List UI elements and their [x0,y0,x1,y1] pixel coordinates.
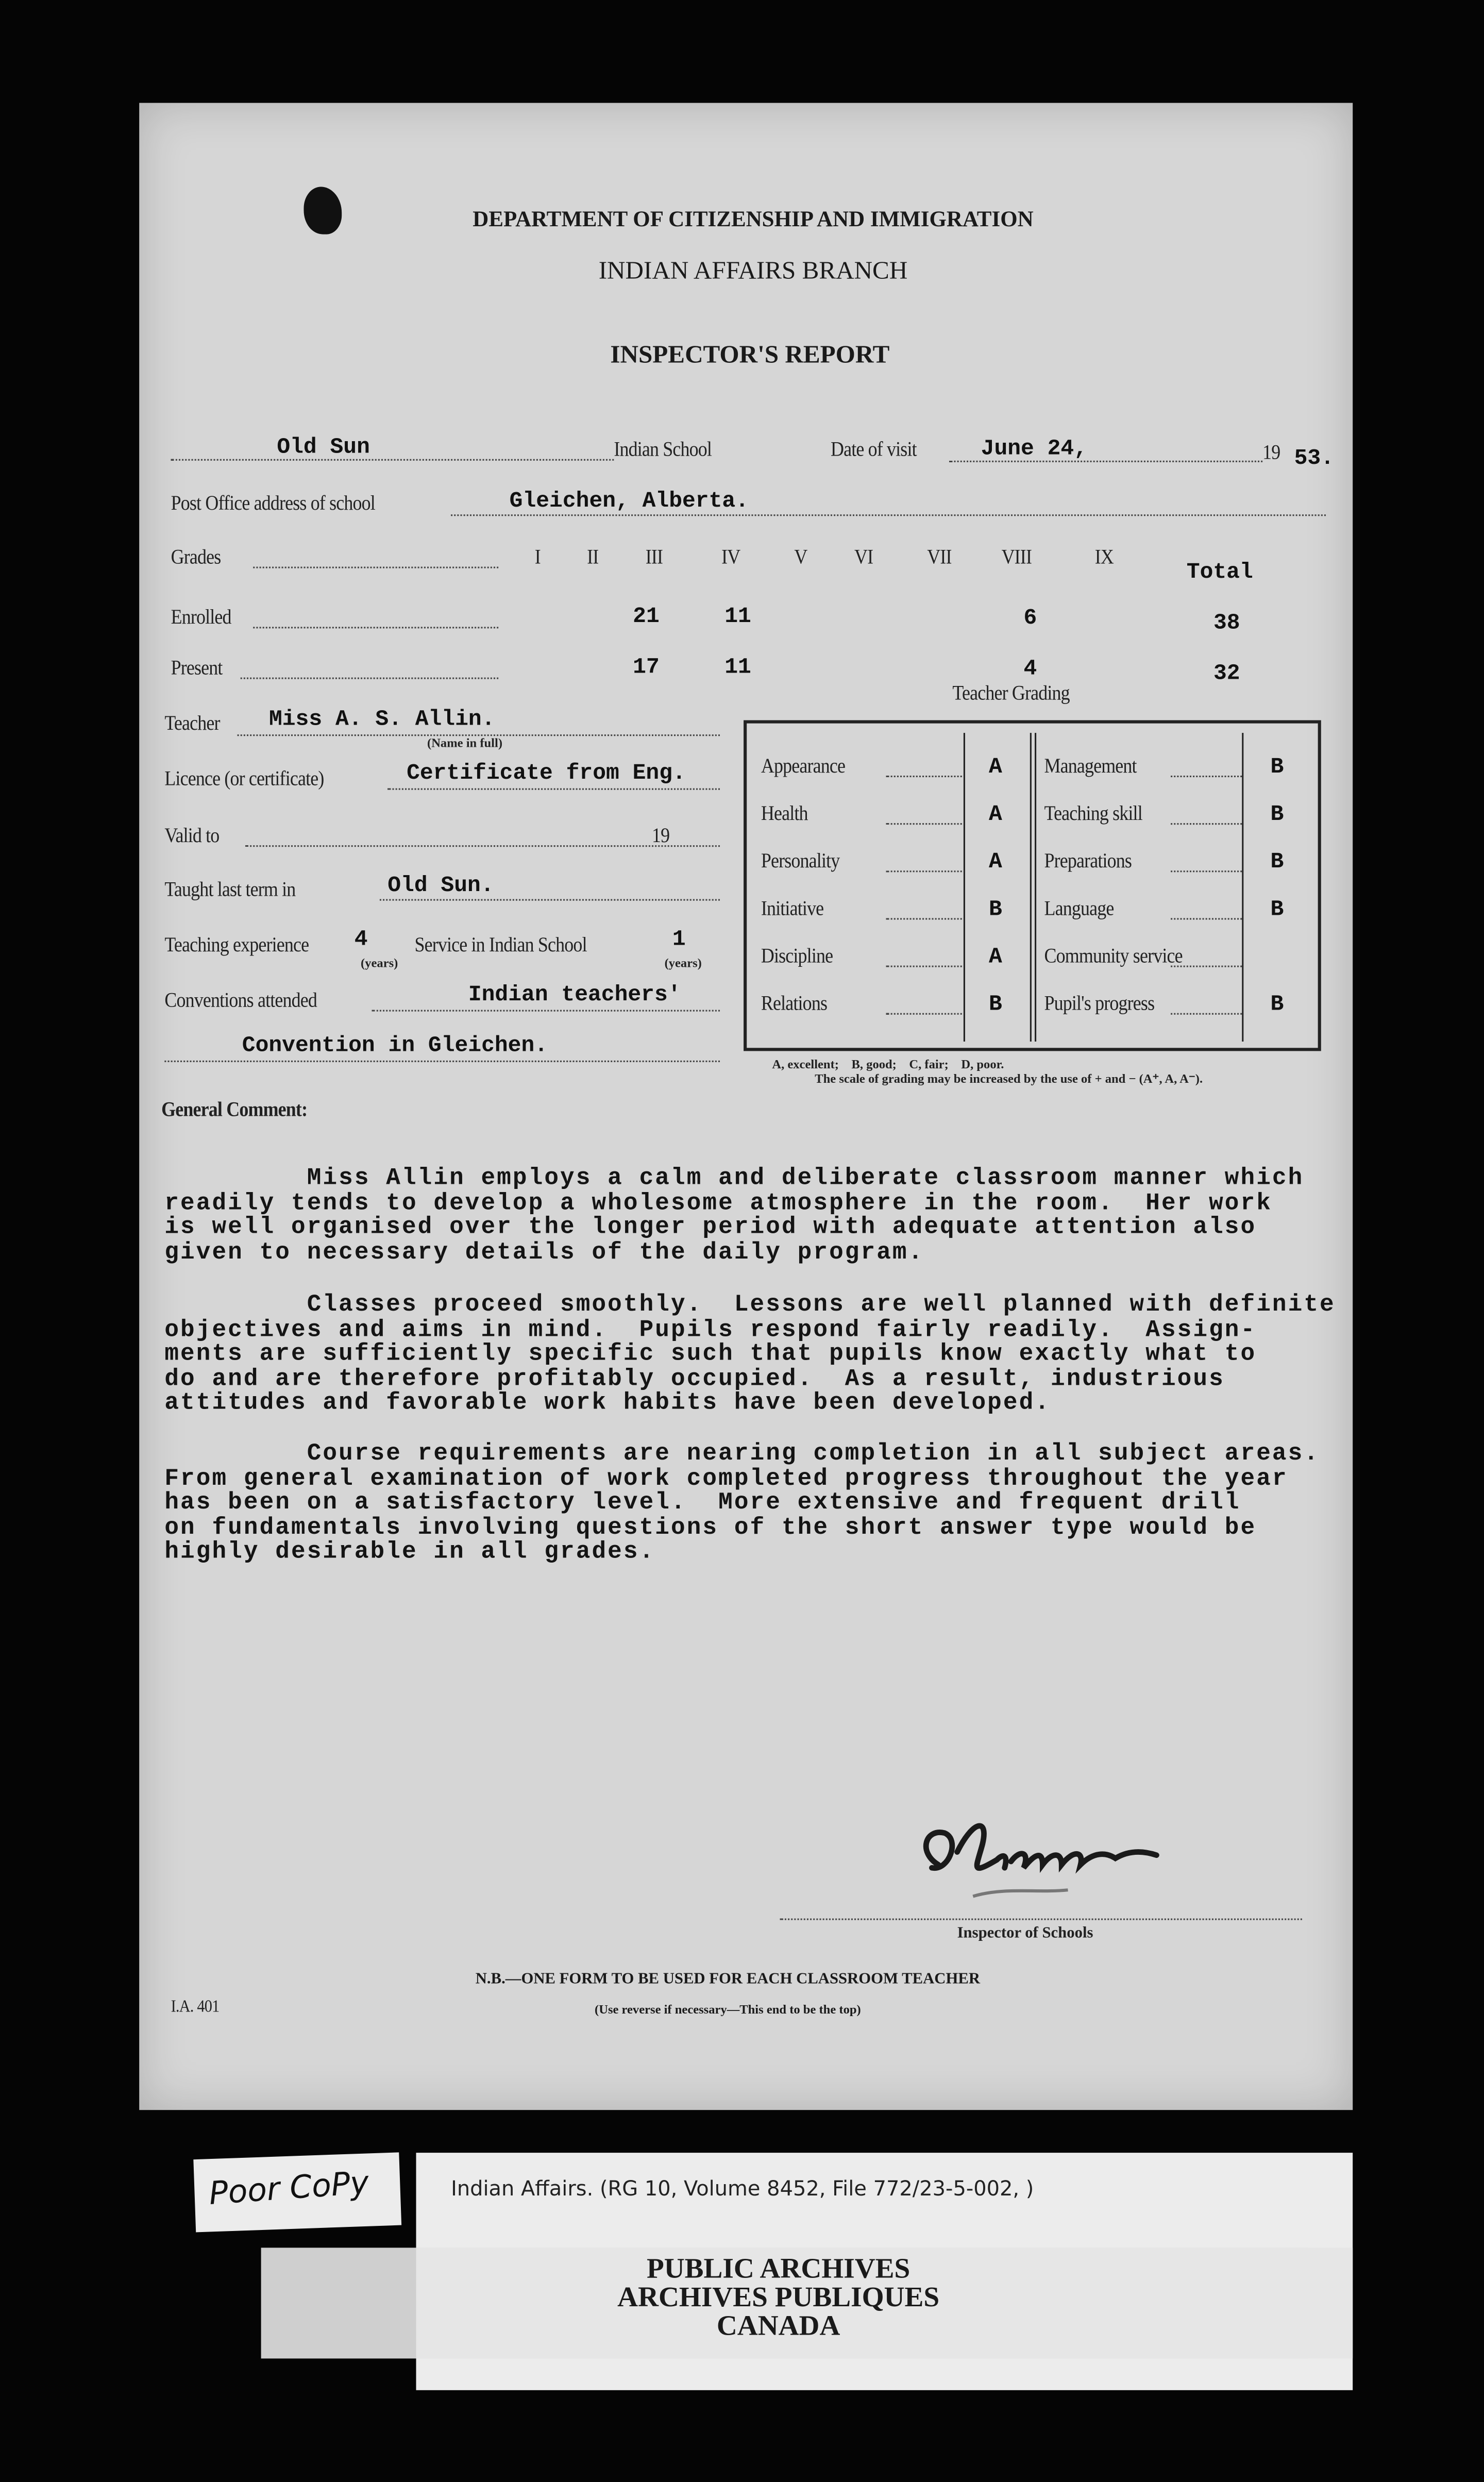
dotted-line [387,789,720,790]
service-years-note: (years) [664,956,702,970]
dotted-line [886,966,962,967]
grading-value-pupil-s-progress: B [1270,992,1284,1018]
teacher-name-value: Miss A. S. Allin. [268,707,495,733]
dotted-line [380,899,720,901]
grading-value-health: A [989,802,1002,828]
teaching-experience-label: Teaching experience [164,932,309,957]
grading-label-language: Language [1044,896,1114,920]
taught-last-term-value: Old Sun. [387,874,494,899]
grading-scale-note: The scale of grading may be increased by the use of + and − (A⁺, A, A⁻). [815,1071,1203,1086]
archive-reference: Indian Affairs. (RG 10, Volume 8452, File 772/23-5-002, ) [451,2178,1034,2202]
grading-legend: A, excellent; B, good; C, fair; D, poor. [772,1057,1004,1072]
grading-label-preparations: Preparations [1044,848,1132,873]
grading-label-community-service: Community service [1044,943,1183,967]
grading-label-management: Management [1044,753,1137,778]
comment-paragraph-3: Course requirements are nearing completion in all subject areas. From general examination of work completed progress throughout the year has been on a satisfactory level. More extensive and frequent drill on fundamentals involving questions of the short answer type would be highly desirable in all grades. [164,1440,1320,1566]
inspector-signature [909,1804,1178,1915]
grading-value-relations: B [989,992,1002,1018]
dotted-line [886,823,962,825]
grades-label: Grades [171,544,221,568]
dotted-line [1171,1013,1242,1015]
dotted-line [1171,966,1242,967]
grade-header-viii: VIII [1001,544,1032,568]
comment-paragraph-1: Miss Allin employs a calm and deliberate classroom manner which readily tends to develop a wholesome atmosphere in the room. Her work is well organised over the longer period with adequate attention also given to necessary details of the daily program. [164,1165,1304,1266]
grading-value-management: B [1270,755,1284,781]
total-header: Total [1186,560,1253,586]
teacher-grading-title: Teacher Grading [952,680,1070,705]
dotted-line [886,776,962,777]
present-grade-iv: 11 [724,655,751,681]
grading-label-initiative: Initiative [761,896,824,920]
grading-label-pupil-s-progress: Pupil's progress [1044,991,1155,1015]
grade-header-ii: II [587,544,599,568]
present-label: Present [171,655,223,679]
dotted-line [451,514,1326,516]
enrolled-total: 38 [1213,611,1240,636]
general-comment-label: General Comment: [161,1097,308,1121]
grading-divider [1030,733,1032,1042]
date-of-visit-label: Date of visit [830,437,917,461]
present-grade-viii: 4 [1023,657,1037,682]
grade-header-iv: IV [721,544,740,568]
enrolled-grade-iv: 11 [724,605,751,630]
poor-copy-text: Poor CoPy [208,2163,370,2212]
service-indian-school-label: Service in Indian School [414,932,587,957]
conventions-value-line1: Indian teachers' [468,983,681,1009]
date-of-visit-value: June 24, [981,437,1088,462]
comment-paragraph-2: Classes proceed smoothly. Lessons are well planned with definite objectives and aims in mind. Pupils respond fairly readily. Assign- ments are sufficiently specific such that pupils know exactly what to do and are therefore profitably occupied. As a result, industrious attitudes and favorable work habits have been developed. [164,1292,1336,1417]
present-grade-iii: 17 [633,655,660,681]
conventions-value-line2: Convention in Gleichen. [242,1033,548,1059]
grade-header-iii: III [645,544,663,568]
post-office-label: Post Office address of school [171,491,375,515]
stamp-line-2: ARCHIVES PUBLIQUES [617,2280,940,2313]
grading-divider [1035,733,1036,1042]
teacher-label: Teacher [164,711,220,735]
dotted-line [1171,823,1242,825]
taught-last-term-label: Taught last term in [164,877,296,901]
grade-header-vii: VII [927,544,952,568]
grading-divider [1242,733,1243,1042]
use-reverse-note: (Use reverse if necessary—This end to be the top) [595,2002,861,2017]
grading-divider [964,733,965,1042]
grading-label-teaching-skill: Teaching skill [1044,801,1142,825]
grade-header-ix: IX [1094,544,1114,568]
grading-value-language: B [1270,897,1284,923]
indian-school-label: Indian School [614,437,712,461]
licence-label: Licence (or certificate) [164,766,324,790]
nb-note: N.B.—ONE FORM TO BE USED FOR EACH CLASSROOM TEACHER [475,1970,981,1988]
stamp-line-3: CANADA [716,2309,840,2341]
dotted-line [1171,918,1242,919]
dotted-line [253,567,498,568]
conventions-label: Conventions attended [164,987,317,1012]
service-indian-school-value: 1 [672,927,686,953]
dotted-line [241,678,498,679]
inspector-of-schools-label: Inspector of Schools [957,1924,1093,1942]
grading-label-relations: Relations [761,991,828,1015]
department-heading: DEPARTMENT OF CITIZENSHIP AND IMMIGRATION [473,209,1034,233]
report-title: INSPECTOR'S REPORT [610,342,890,369]
dotted-line [886,870,962,872]
dotted-line [164,1061,720,1062]
grade-header-i: I [534,544,541,568]
stamp-line-1: PUBLIC ARCHIVES [646,2252,910,2285]
year-prefix: 19 [1262,440,1280,464]
grading-value-initiative: B [989,897,1002,923]
valid-to-year: 19 [652,823,670,847]
grade-header-v: V [794,544,807,568]
dotted-line [245,845,720,847]
school-name-value: Old Sun [277,435,370,461]
valid-to-label: Valid to [164,823,220,847]
signature-line [780,1919,1302,1920]
grading-label-discipline: Discipline [761,943,833,967]
grading-label-personality: Personality [761,848,840,873]
present-total: 32 [1213,661,1240,687]
grading-value-teaching-skill: B [1270,802,1284,828]
dotted-line [1171,870,1242,872]
dotted-line [886,918,962,919]
branch-heading: INDIAN AFFAIRS BRANCH [598,258,908,285]
post-office-value: Gleichen, Alberta. [509,489,749,515]
dotted-line [886,1013,962,1015]
enrolled-grade-iii: 21 [633,605,660,630]
grade-header-vi: VI [854,544,873,568]
licence-value: Certificate from Eng. [407,761,686,787]
dotted-line [372,1010,720,1012]
grading-value-appearance: A [989,755,1002,781]
teaching-experience-value: 4 [354,927,368,953]
dotted-line [171,459,614,461]
dotted-line [253,627,498,628]
grading-label-appearance: Appearance [761,753,846,778]
experience-years-note: (years) [361,956,398,970]
enrolled-label: Enrolled [171,605,231,629]
grading-label-health: Health [761,801,808,825]
dotted-line [1171,776,1242,777]
form-number: I.A. 401 [171,1998,220,2017]
grading-value-preparations: B [1270,850,1284,876]
grading-value-personality: A [989,850,1002,876]
year-value: 53. [1294,446,1335,472]
enrolled-grade-viii: 6 [1023,606,1037,632]
grading-value-discipline: A [989,945,1002,970]
name-in-full-note: (Name in full) [427,736,503,750]
